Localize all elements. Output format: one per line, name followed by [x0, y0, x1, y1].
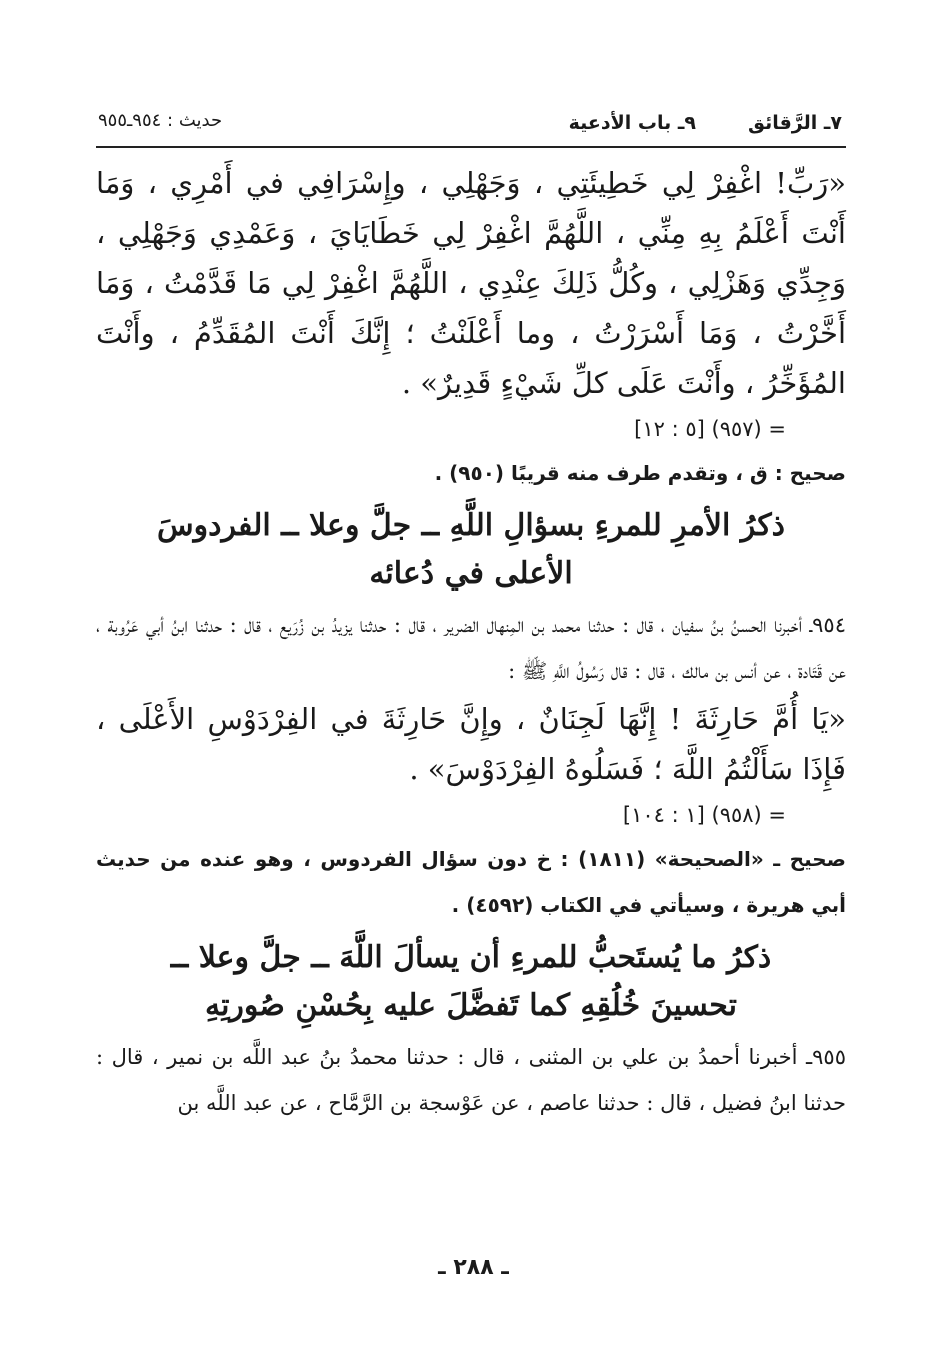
section-heading-line: ذكرُ الأمرِ للمرءِ بسؤالِ اللَّهِ ــ جلَّ وعلا ــ الفردوسَ: [157, 508, 785, 543]
grading-note: صحيح ـ «الصحيحة» (١٨١١) : خ دون سؤال الفردوس ، وهو عنده من حديث أبي هريرة ، وسيأتي في الكتاب (٤٥٩٢) .: [96, 847, 846, 917]
reference-line: = (٩٥٨) [١ : ١٠٤]: [622, 803, 786, 827]
section-heading-line: ذكرُ ما يُستَحبُّ للمرءِ أن يسألَ اللَّهَ ــ جلَّ وعلا ــ: [170, 940, 772, 975]
section-heading: [96, 502, 846, 598]
isnad-chain: ٩٥٥ـ أخبرنا أحمدُ بن علي بن المثنى ، قال : حدثنا محمدُ بنُ عبد اللَّه بن نمير ، قال : حدثنا ابنُ فضيل ، قال : حدثنا عاصم ، عن عَوْسجة بن الرَّمَّاح ، عن عبد اللَّه بن: [96, 1045, 846, 1115]
chapter-title: ٩ـ باب الأدعية: [568, 112, 696, 134]
hadith-953-continuation: [96, 158, 846, 496]
section-heading-line: تحسينَ خُلُقِهِ كما تَفضَّلَ عليه بِحُسْنِ صُورتِهِ: [205, 988, 737, 1023]
page-number: ـ ٢٨٨ ـ: [438, 1255, 509, 1280]
hadith-text: «رَبِّ! اغْفِرْ لِي خَطِيئَتِي ، وَجَهْلِي ، وإِسْرَافِي في أَمْرِي ، وَمَا أَنْتَ أَعْلَمُ بِهِ مِنِّي ، اللَّهُمَّ اغْفِرْ لِي خَطَايَايَ ، وَعَمْدِي وَجَهْلِي ، وَجِدِّي وَهَزْلِي ، وكُلُّ ذَلِكَ عِنْدِي ، اللَّهُمَّ اغْفِرْ لِي مَا قَدَّمْتُ ، وَمَا أَخَّرْتُ ، وَمَا أَسْرَرْتُ ، وما أَعْلَنْتُ ؛ إِنَّكَ أَنْتَ المُقَدِّمُ ، وأَنْتَ المُؤَخِّرُ ، وأَنْتَ عَلَى كلِّ شَيْءٍ قَدِيرٌ» .: [96, 166, 846, 400]
section-heading-line: الأعلى في دُعائه: [369, 556, 573, 591]
hadith-range: حديث : ٩٥٤ـ٩٥٥: [98, 110, 223, 131]
document-page: [96, 100, 846, 1126]
grading-note: صحيح : ق ، وتقدم طرف منه قريبًا (٩٥٠) .: [434, 461, 846, 485]
book-title: ٧ـ الرَّقائق: [747, 112, 842, 134]
hadith-955: [96, 1034, 846, 1126]
hadith-954: [96, 602, 846, 928]
running-header: [96, 100, 846, 148]
isnad-chain: ٩٥٤ـ أخبرنا الحسنُ بنُ سفيان ، قال : حدثنا محمد بن المِنهال الضرير ، قال : حدثنا يزيدُ بن زُرَيع ، قال : حدثنا ابنُ أبي عَرُوبة ، عن قَتَادة ، عن أنس بن مالك ، قال : قال رَسُولُ اللَّهِ ﷺ :: [96, 613, 846, 683]
reference-line: = (٩٥٧) [٥ : ١٢]: [634, 417, 786, 441]
hadith-text: «يَا أُمَّ حَارِثَةَ ! إِنَّهَا لَجِنَانٌ ، وإِنَّ حَارِثَةَ في الفِرْدَوْسِ الأَعْلَى ، فَإِذَا سَأَلْتُمُ اللَّهَ ؛ فَسَلُوهُ الفِرْدَوْسَ» .: [96, 702, 846, 786]
section-heading: [96, 934, 846, 1030]
